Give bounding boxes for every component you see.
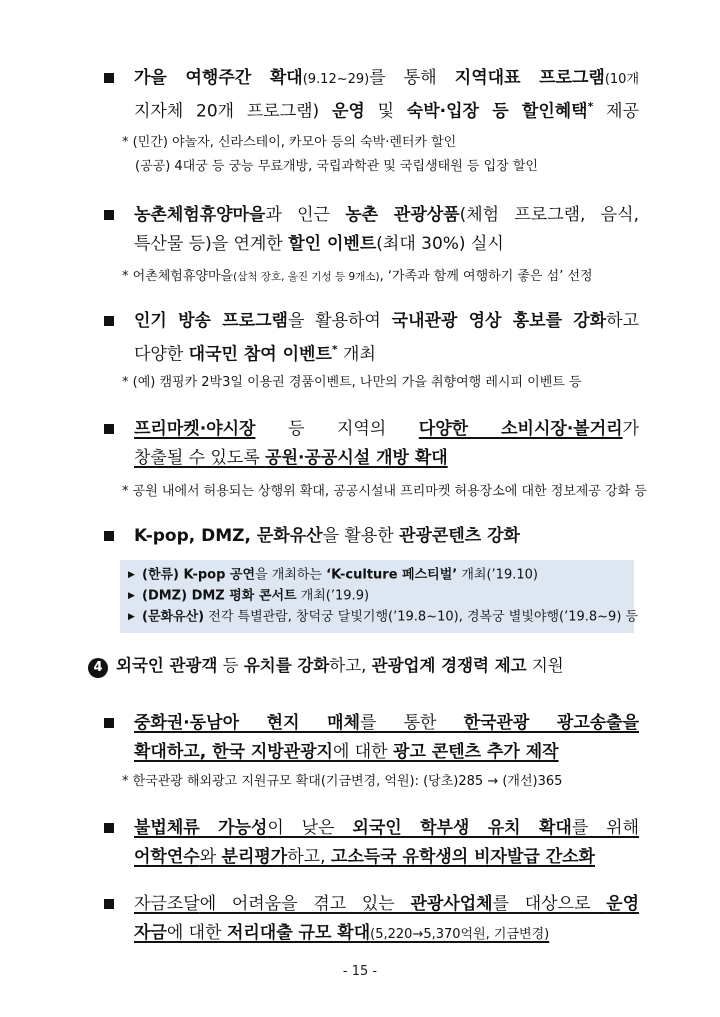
- note-private-discount: * (민간) 야놀자, 신라스테이, 카모아 등의 숙박·렌터카 할인: [122, 135, 457, 150]
- bullet-square-icon: [104, 531, 114, 541]
- note-public-discount: (공공) 4대궁 등 궁능 무료개방, 국립과학관 및 국립생태원 등 입장 할인: [135, 159, 538, 174]
- triangle-right-icon: ▶: [128, 612, 135, 622]
- item-overseas-ad-line-2: 확대하고, 한국 지방관광지에 대한 광고 콘텐츠 추가 제작: [134, 742, 559, 762]
- item-market-line-2: 창출될 수 있도록 공원·공공시설 개방 확대: [134, 448, 448, 468]
- item-student-line-2: 어학연수와 분리평가하고, 고소득국 유학생의 비자발급 간소화: [134, 847, 595, 867]
- circled-number-4: 4: [88, 658, 108, 678]
- bullet-square-icon: [104, 823, 114, 833]
- item-overseas-ad-line-1: 중화권·동남아 현지 매체를 통한 한국관광 광고송출을: [134, 713, 640, 733]
- bullet-square-icon: [104, 73, 114, 83]
- page-number: - 15 -: [342, 964, 378, 979]
- item-broadcast-line-1: 인기 방송 프로그램을 활용하여 국내관광 영상 홍보를 강화하고: [134, 311, 640, 331]
- item-nongchon-line-2: 특산물 등)을 연계한 할인 이벤트(최대 30%) 실시: [134, 234, 504, 254]
- item-broadcast-line-2: 다양한 대국민 참여 이벤트* 개최: [134, 343, 376, 365]
- note-event-examples: * (예) 캠핑카 2박3일 이용권 경품이벤트, 나만의 가을 취향여행 레시피 이벤트 등: [122, 375, 582, 390]
- bullet-square-icon: [104, 718, 114, 728]
- triangle-right-icon: ▶: [128, 591, 135, 601]
- bullet-square-icon: [104, 316, 114, 326]
- bullet-square-icon: [104, 424, 114, 434]
- item-gaeul-line-2: 지자체 20개 프로그램) 운영 및 숙박·입장 등 할인혜택* 제공: [134, 100, 639, 122]
- box-row-dmz: ▶ (DMZ) DMZ 평화 콘서트 개최(’19.9): [128, 586, 369, 607]
- item-loan-line-1: 자금조달에 어려움을 겪고 있는 관광사업체를 대상으로 운영: [134, 894, 639, 914]
- bullet-square-icon: [104, 899, 114, 909]
- bullet-square-icon: [104, 210, 114, 220]
- item-loan-line-2: 자금에 대한 저리대출 규모 확대(5,220→5,370억원, 기금변경): [134, 923, 550, 943]
- item-kpop-line-1: K-pop, DMZ, 문화유산을 활용한 관광콘텐츠 강화: [134, 526, 520, 546]
- triangle-right-icon: ▶: [128, 570, 135, 580]
- note-eochon-village: * 어촌체험휴양마을(삼척 장호, 울진 기성 등 9개소), ‘가족과 함께 여행하기 좋은 섬’ 선정: [122, 269, 593, 284]
- item-student-line-1: 불법체류 가능성이 낮은 외국인 학부생 유치 확대를 위해: [134, 818, 639, 838]
- note-ad-budget: * 한국관광 해외광고 지원규모 확대(기금변경, 억원): (당초)285 → (개선)365: [122, 774, 563, 789]
- item-market-line-1: 프리마켓·야시장 등 지역의 다양한 소비시장·볼거리가: [134, 419, 639, 439]
- section-4-heading: 4 외국인 관광객 등 유치를 강화하고, 관광업계 경쟁력 제고 지원: [88, 654, 564, 678]
- box-row-hallyu: ▶ (한류) K-pop 공연을 개최하는 ‘K-culture 페스티벌’ 개최(’19.10): [128, 565, 538, 586]
- item-nongchon-line-1: 농촌체험휴양마을과 인근 농촌 관광상품(체험 프로그램, 음식,: [134, 205, 639, 225]
- item-gaeul-line-1: 가을 여행주간 확대(9.12~29)를 통해 지역대표 프로그램(10개: [134, 68, 640, 88]
- note-park-commerce: * 공원 내에서 허용되는 상행위 확대, 공공시설내 프리마켓 허용장소에 대한 정보제공 강화 등: [122, 484, 647, 499]
- box-row-heritage: ▶ (문화유산) 전각 특별관람, 창덕궁 달빛기행(’19.8~10), 경복궁 별빛야행(’19.8~9) 등: [128, 607, 638, 628]
